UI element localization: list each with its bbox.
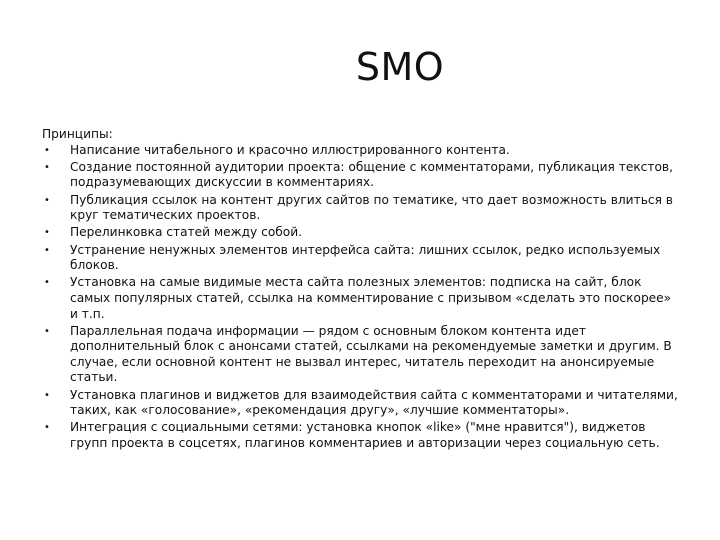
list-item-text: Установка на самые видимые места сайта полезных элементов: подписка на сайт, блок самых популярных статей, ссылка на комментирование с призывом «сделать это поскорее» и т.п. [70,275,672,321]
list-item-text: Публикация ссылок на контент других сайтов по тематике, что дает возможность влиться в круг тематических проектов. [70,192,673,223]
intro-text: Принципы: [42,127,113,141]
slide-title: SMO [355,45,445,89]
list-item [42,160,682,191]
list-item-text: Создание постоянной аудитории проекта: общение с комментаторами, публикация текстов, подразумевающих дискуссии в комментариях. [70,159,673,190]
bullet-icon: • [44,161,50,173]
list-item [42,275,682,322]
bullet-icon: • [44,244,50,256]
list-item [42,324,682,386]
bullet-icon: • [44,144,50,156]
list-item-text: Параллельная подача информации — рядом с основным блоком контента идет дополнительный блок с анонсами статей, ссылками на рекомендуемые заметки и другим. В случае, если основной контент не вызвал интерес, читатель переходит на анонсируемые статьи. [70,323,672,385]
list-item-text: Устранение ненужных элементов интерфейса сайта: лишних ссылок, редко используемых блоков. [70,242,661,273]
bullet-icon: • [44,422,50,434]
list-item-text: Перелинковка статей между собой. [70,225,303,240]
bullet-icon: • [44,325,50,337]
list-item-text: Интеграция с социальными сетями: установка кнопок «like» ("мне нравится"), виджетов групп проекта в соцсетях, плагинов комментариев и авторизации через социальную сеть. [70,420,660,451]
list-item [42,388,682,419]
slide-body [42,127,682,453]
list-item [42,243,682,274]
list-item [42,225,682,241]
bullet-icon: • [44,389,50,401]
list-item [42,420,682,451]
list-item [42,193,682,224]
list-item [42,143,682,159]
bullet-icon: • [44,277,50,289]
bullet-icon: • [44,227,50,239]
list-item-text: Написание читабельного и красочно иллюстрированного контента. [70,142,510,157]
bullet-list [42,143,682,452]
bullet-icon: • [44,194,50,206]
list-item-text: Установка плагинов и виджетов для взаимодействия сайта с комментаторами и читателями, таких, как «голосование», «рекомендация другу», «лучшие комментаторы». [70,387,678,418]
